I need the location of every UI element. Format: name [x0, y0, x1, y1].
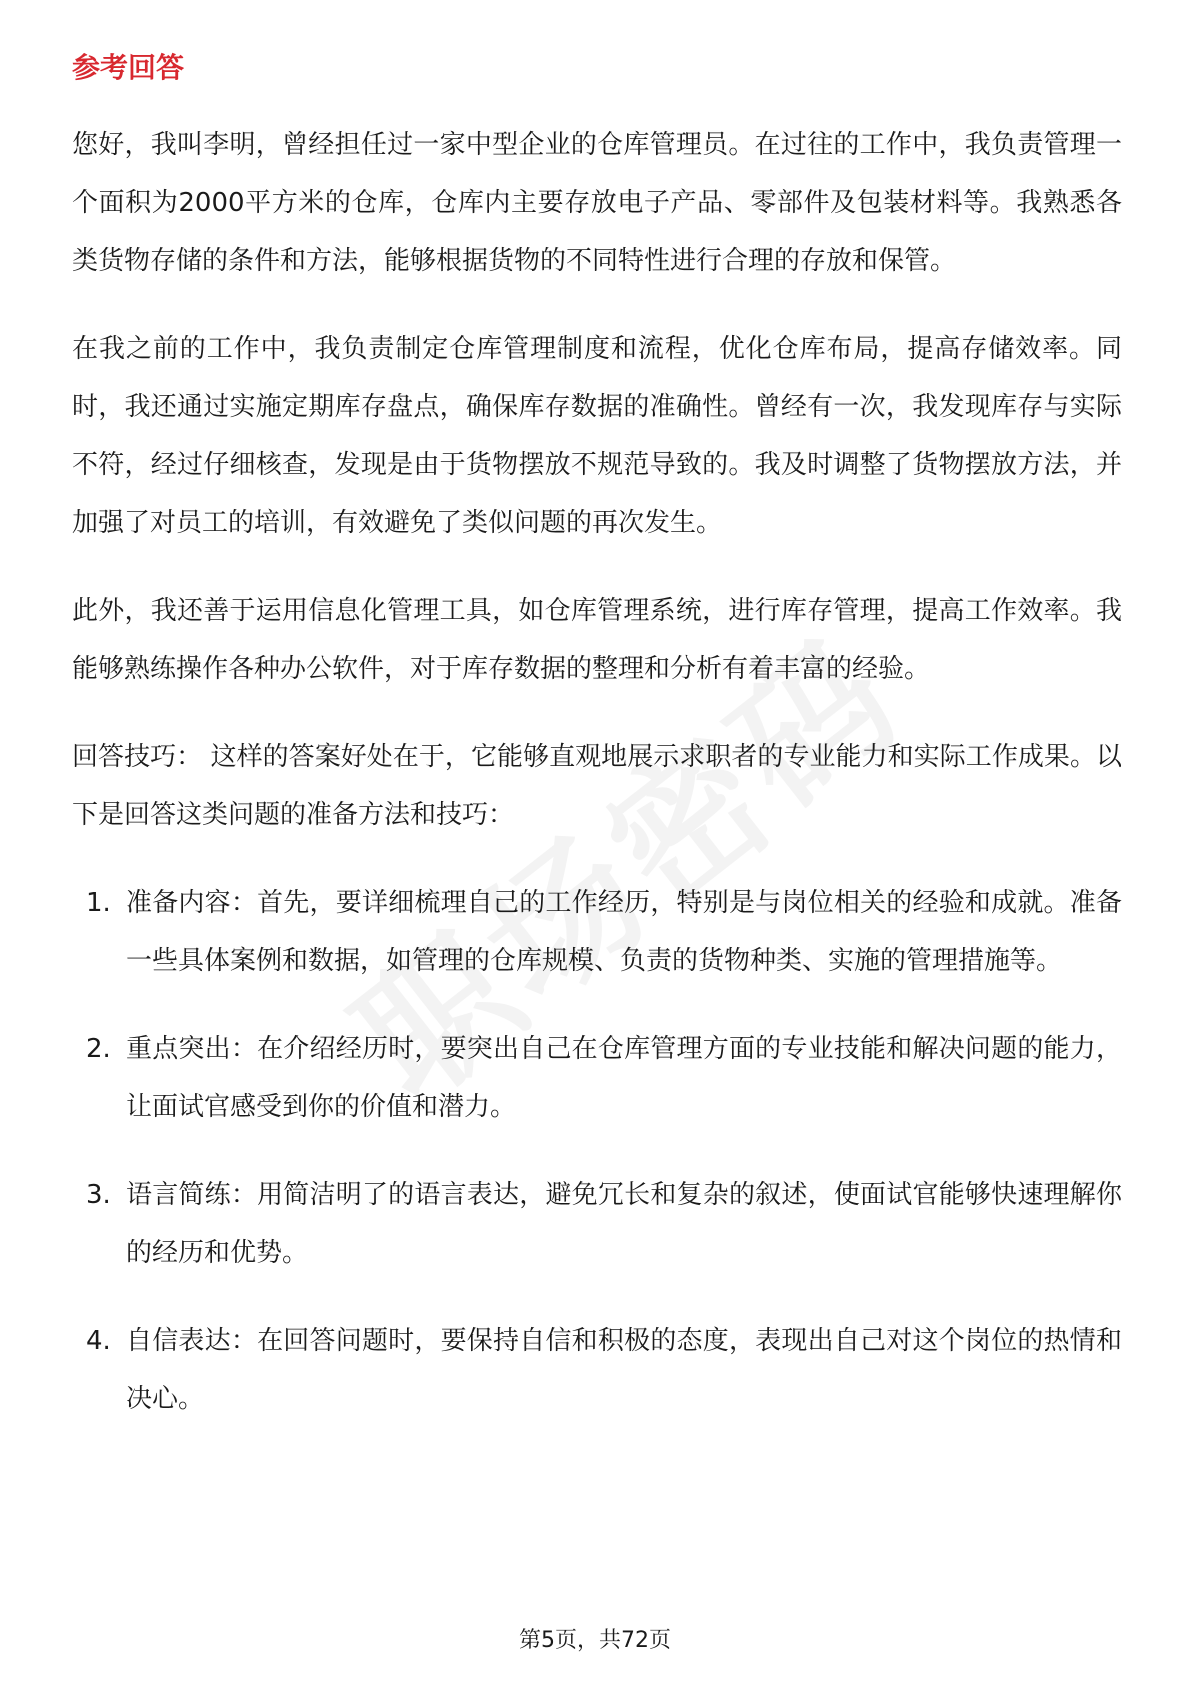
list-item: [72, 1020, 1122, 1136]
list-item-text: 重点突出：在介绍经历时，要突出自己在仓库管理方面的专业技能和解决问题的能力，让面试官感受到你的价值和潜力。: [126, 1034, 1122, 1122]
page-footer: 第5页，共72页: [519, 1628, 671, 1653]
list-item-number: 3.: [86, 1180, 111, 1210]
list-item: [72, 874, 1122, 990]
list-item: [72, 1166, 1122, 1282]
list-item: [72, 1312, 1122, 1428]
tips-list: [72, 874, 1122, 1428]
list-item-number: 1.: [86, 888, 111, 918]
paragraph-skills: 此外，我还善于运用信息化管理工具，如仓库管理系统，进行库存管理，提高工作效率。我能够熟练操作各种办公软件，对于库存数据的整理和分析有着丰富的经验。: [72, 596, 1122, 684]
paragraph-experience: 在我之前的工作中，我负责制定仓库管理制度和流程，优化仓库布局，提高存储效率。同时，我还通过实施定期库存盘点，确保库存数据的准确性。曾经有一次，我发现库存与实际不符，经过仔细核查，发现是由于货物摆放不规范导致的。我及时调整了货物摆放方法，并加强了对员工的培训，有效避免了类似问题的再次发生。: [72, 334, 1122, 538]
list-item-number: 4.: [86, 1326, 111, 1356]
list-item-number: 2.: [86, 1034, 111, 1064]
page-content: [72, 48, 1122, 1458]
section-title: 参考回答: [72, 51, 185, 84]
list-item-text: 准备内容：首先，要详细梳理自己的工作经历，特别是与岗位相关的经验和成就。准备一些具体案例和数据，如管理的仓库规模、负责的货物种类、实施的管理措施等。: [126, 888, 1122, 976]
paragraph-tips-intro: 回答技巧： 这样的答案好处在于，它能够直观地展示求职者的专业能力和实际工作成果。以下是回答这类问题的准备方法和技巧：: [72, 742, 1122, 830]
paragraph-intro: 您好，我叫李明，曾经担任过一家中型企业的仓库管理员。在过往的工作中，我负责管理一个面积为2000平方米的仓库，仓库内主要存放电子产品、零部件及包装材料等。我熟悉各类货物存储的条件和方法，能够根据货物的不同特性进行合理的存放和保管。: [72, 130, 1122, 276]
list-item-text: 语言简练：用简洁明了的语言表达，避免冗长和复杂的叙述，使面试官能够快速理解你的经历和优势。: [126, 1180, 1122, 1268]
list-item-text: 自信表达：在回答问题时，要保持自信和积极的态度，表现出自己对这个岗位的热情和决心。: [126, 1326, 1122, 1414]
